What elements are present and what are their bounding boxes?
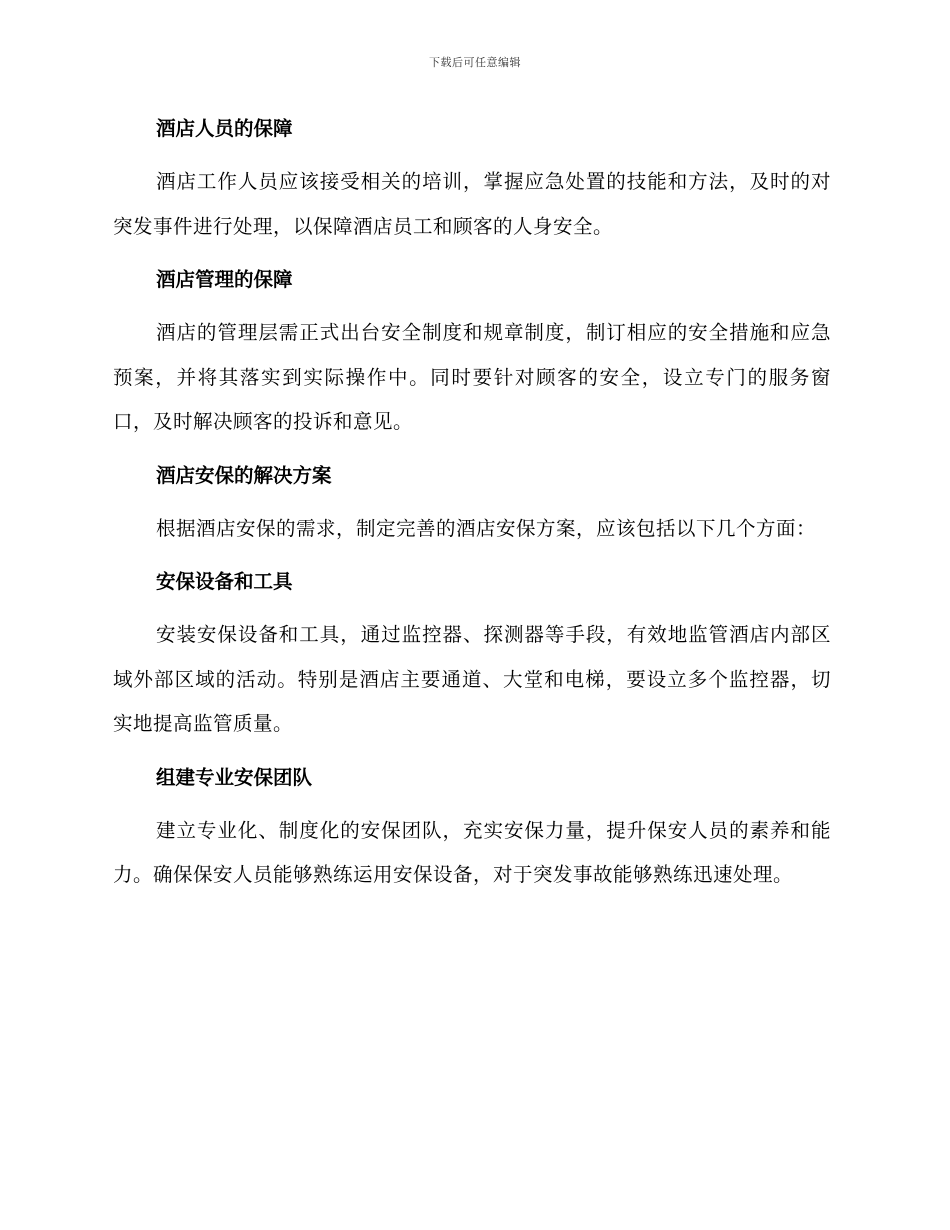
section-heading: 酒店人员的保障 <box>156 117 293 140</box>
section-paragraph: 根据酒店安保的需求，制定完善的酒店安保方案，应该包括以下几个方面： <box>156 516 817 540</box>
section-paragraph: 安装安保设备和工具，通过监控器、探测器等手段，有效地监管酒店内部区域外部区域的活动。特别是酒店主要通道、大堂和电梯，要设立多个监控器，切实地提高监管质量。 <box>113 623 831 735</box>
document-body <box>113 112 831 912</box>
section-paragraph: 酒店工作人员应该接受相关的培训，掌握应急处置的技能和方法，及时的对突发事件进行处理，以保障酒店员工和顾客的人身安全。 <box>113 170 831 238</box>
section-heading: 酒店安保的解决方案 <box>156 463 332 487</box>
section-heading: 安保设备和工具 <box>156 570 293 593</box>
header-note: 下载后可任意编辑 <box>429 56 521 69</box>
section-paragraph: 建立专业化、制度化的安保团队，充实安保力量，提升保安人员的素养和能力。确保保安人员能够熟练运用安保设备，对于突发事故能够熟练迅速处理。 <box>113 818 831 886</box>
section-heading: 组建专业安保团队 <box>156 765 313 789</box>
section-heading: 酒店管理的保障 <box>156 268 293 291</box>
section-paragraph: 酒店的管理层需正式出台安全制度和规章制度，制订相应的安全措施和应急预案，并将其落实到实际操作中。同时要针对顾客的安全，设立专门的服务窗口，及时解决顾客的投诉和意见。 <box>113 321 831 433</box>
